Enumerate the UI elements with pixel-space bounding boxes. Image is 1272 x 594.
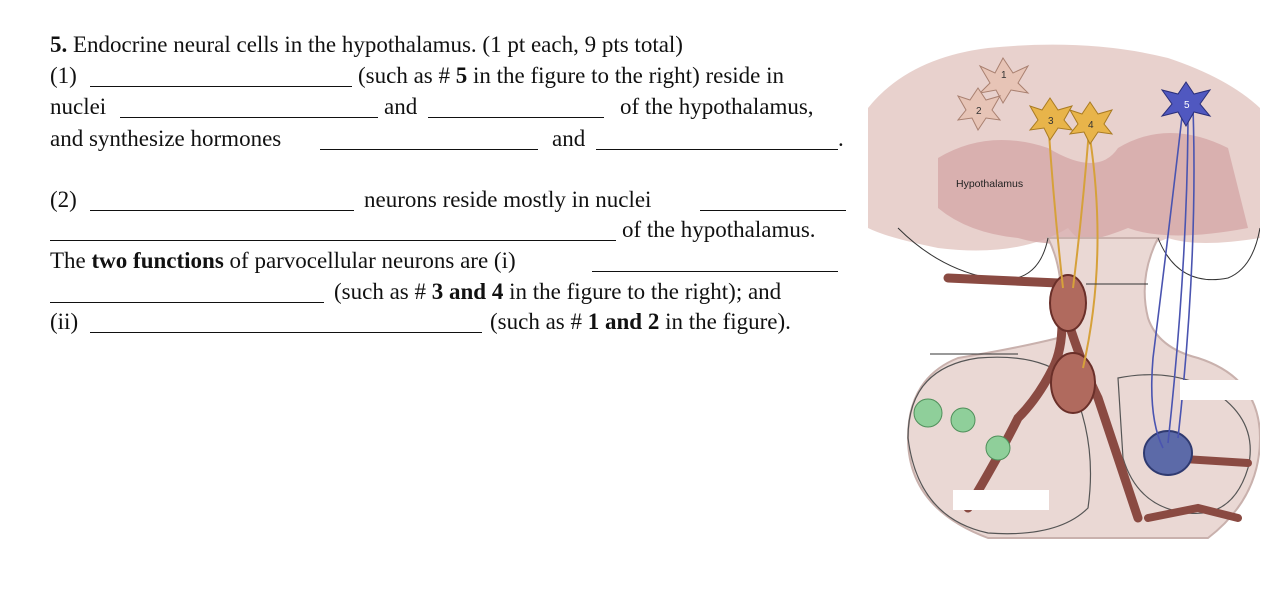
answer-blank-2[interactable] bbox=[120, 117, 378, 118]
answer-blank-10[interactable] bbox=[50, 302, 324, 303]
part2-line5: (ii) (such as # 1 and 2 in the figure). bbox=[50, 309, 791, 334]
part1-line3: and synthesize hormones and . bbox=[50, 126, 844, 151]
primary-capillary-plexus bbox=[1050, 275, 1086, 331]
answer-blank-5[interactable] bbox=[596, 149, 838, 150]
part1-label: (1) bbox=[50, 63, 77, 88]
answer-blank-4[interactable] bbox=[320, 149, 538, 150]
blank-label-box bbox=[953, 490, 1049, 510]
part2-line3: The two functions of parvocellular neurons are (i) bbox=[50, 246, 850, 277]
neuron-number-4: 4 bbox=[1088, 120, 1094, 131]
endocrine-cell bbox=[951, 408, 975, 432]
neuron-number-2: 2 bbox=[976, 106, 982, 117]
answer-blank-1[interactable] bbox=[90, 86, 352, 87]
answer-blank-8[interactable] bbox=[50, 240, 616, 241]
answer-blank-9[interactable] bbox=[592, 271, 838, 272]
hypothalamus-pituitary-figure bbox=[868, 38, 1260, 540]
part2-line1: (2) neurons reside mostly in nuclei bbox=[50, 185, 850, 216]
figure-svg bbox=[868, 38, 1260, 540]
blank-label-box bbox=[1180, 380, 1260, 400]
neuron-number-3: 3 bbox=[1048, 116, 1054, 127]
answer-blank-7[interactable] bbox=[700, 210, 846, 211]
endocrine-cell bbox=[914, 399, 942, 427]
part1-line1: (1) (such as # 5 in the figure to the right) reside in bbox=[50, 63, 785, 88]
part1-line2: nuclei and of the hypothalamus, bbox=[50, 94, 814, 119]
neuron-number-5: 5 bbox=[1184, 100, 1190, 111]
answer-blank-3[interactable] bbox=[428, 117, 604, 118]
secondary-capillary-plexus bbox=[1051, 353, 1095, 413]
hypothalamus-label: Hypothalamus bbox=[956, 178, 1024, 190]
question-number: 5. bbox=[50, 32, 68, 57]
answer-blank-11[interactable] bbox=[90, 332, 482, 333]
neuron-number-1: 1 bbox=[1001, 70, 1007, 81]
question-title: 5. Endocrine neural cells in the hypothalamus. (1 pt each, 9 pts total) bbox=[50, 32, 683, 57]
endocrine-cell bbox=[986, 436, 1010, 460]
answer-blank-6[interactable] bbox=[90, 210, 354, 211]
